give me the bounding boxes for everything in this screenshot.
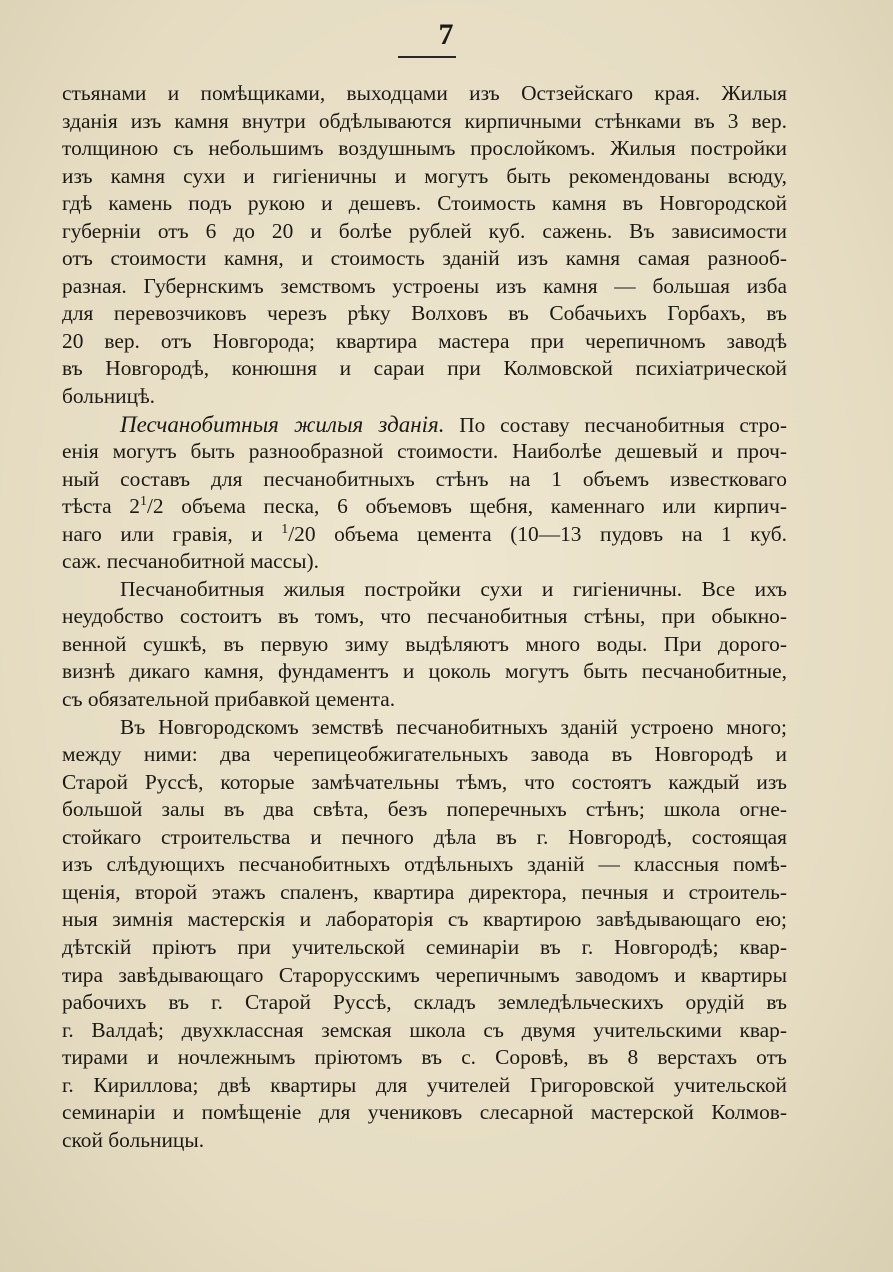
fraction-denominator: /2 bbox=[146, 494, 164, 519]
section-heading-line bbox=[62, 411, 787, 439]
text-fragment: тѣста 2 bbox=[62, 494, 140, 519]
text-line: 20 вер. отъ Новгорода; квартира мастера при черепичномъ заводѣ bbox=[62, 328, 787, 353]
text-line: енія могутъ быть разнообразной стоимости. Наиболѣе дешевый и проч- bbox=[62, 439, 787, 464]
text-line: зданія изъ камня внутри обдѣлываются кирпичными стѣнками въ 3 вер. bbox=[62, 108, 787, 133]
text-fragment: По составу песчанобитныя стро- bbox=[459, 412, 787, 437]
text-line: Старой Руссѣ, которые замѣчательны тѣмъ, что состоятъ каждый изъ bbox=[62, 769, 787, 794]
text-fragment: объема песка, 6 объемовъ щебня, каменнаго или кирпич- bbox=[163, 494, 787, 519]
text-line: тирами и ночлежнымъ пріютомъ въ с. Соровѣ, въ 8 верстахъ отъ bbox=[62, 1045, 787, 1070]
text-fragment: наго или гравія, и bbox=[62, 521, 282, 546]
text-line: семинаріи и помѣщеніе для учениковъ слесарной мастерской Колмов- bbox=[62, 1100, 787, 1125]
page-number: 7 bbox=[438, 18, 455, 51]
fraction-denominator: /20 bbox=[288, 521, 316, 546]
text-line: венной сушкѣ, въ первую зиму выдѣляютъ много воды. При дорого- bbox=[62, 631, 787, 656]
text-line: г. Кириллова; двѣ квартиры для учителей Григоровской учительской bbox=[62, 1072, 787, 1097]
text-line: между ними: два черепицеобжигательныхъ завода въ Новгородѣ и bbox=[62, 742, 787, 767]
text-line: губерніи отъ 6 до 20 и болѣе рублей куб. сажень. Въ зависимости bbox=[62, 218, 787, 243]
text-line: Въ Новгородскомъ земствѣ песчанобитныхъ зданій устроено много; bbox=[120, 714, 787, 739]
text-line: неудобство состоитъ въ томъ, что песчанобитныя стѣны, при обыкно- bbox=[62, 604, 787, 629]
text-line: саж. песчанобитной массы). bbox=[62, 549, 319, 574]
formula-line bbox=[62, 493, 787, 521]
text-line: для перевозчиковъ черезъ рѣку Волховъ въ Собачьихъ Горбахъ, въ bbox=[62, 301, 787, 326]
fraction-numerator: 1 bbox=[139, 494, 147, 510]
text-line: съ обязательной прибавкой цемента. bbox=[62, 687, 396, 712]
page-number-rule bbox=[398, 56, 456, 58]
text-line: дѣтскій пріютъ при учительской семинаріи въ г. Новгородѣ; квар- bbox=[62, 934, 787, 959]
text-line: разная. Губернскимъ земствомъ устроены изъ камня — большая изба bbox=[62, 273, 787, 298]
text-line: тира завѣдывающаго Старорусскимъ черепичнымъ заводомъ и квартиры bbox=[62, 962, 787, 987]
text-line: визнѣ дикаго камня, фундаментъ и цоколь могутъ быть песчанобитные, bbox=[62, 659, 787, 684]
text-line: г. Валдаѣ; двухклассная земская школа съ двумя учительскими квар- bbox=[62, 1017, 787, 1042]
fraction-numerator: 1 bbox=[281, 521, 289, 537]
text-line: Песчанобитныя жилыя постройки сухи и гигіеничны. Все ихъ bbox=[120, 576, 787, 601]
text-line: отъ стоимости камня, и стоимость зданій изъ камня самая разнооб- bbox=[62, 246, 787, 271]
text-fragment: объема цемента (10—13 пудовъ на 1 куб. bbox=[315, 521, 787, 546]
text-line: щенія, второй этажъ спаленъ, квартира директора, печныя и строитель- bbox=[62, 879, 787, 904]
text-line: ный составъ для песчанобитныхъ стѣнъ на 1 объемъ известковаго bbox=[62, 466, 787, 491]
text-line: изъ камня сухи и гигіеничны и могутъ быть рекомендованы всюду, bbox=[62, 163, 787, 188]
text-line: большой залы въ два свѣта, безъ поперечныхъ стѣнъ; школа огне- bbox=[62, 797, 787, 822]
text-line: ской больницы. bbox=[62, 1127, 205, 1152]
text-line: больницѣ. bbox=[62, 384, 156, 409]
formula-line bbox=[62, 521, 787, 549]
text-line: стойкаго строительства и печного дѣла въ г. Новгородѣ, состоящая bbox=[62, 824, 787, 849]
text-line: ныя зимнія мастерскія и лабораторія съ квартирою завѣдывающаго ею; bbox=[62, 907, 787, 932]
text-line: толщиною съ небольшимъ воздушнымъ прослойкомъ. Жилыя постройки bbox=[62, 136, 787, 161]
text-line: стьянами и помѣщиками, выходцами изъ Остзейскаго края. Жилыя bbox=[62, 81, 787, 105]
text-line: изъ слѣдующихъ песчанобитныхъ отдѣльныхъ зданій — классныя помѣ- bbox=[62, 852, 787, 877]
section-heading: Песчанобитныя жилыя зданія. bbox=[120, 411, 445, 437]
page-body bbox=[62, 80, 787, 1154]
text-line: въ Новгородѣ, конюшня и сараи при Колмовской психіатрической bbox=[62, 356, 787, 381]
text-line: рабочихъ въ г. Старой Руссѣ, складъ земледѣльческихъ орудій въ bbox=[62, 990, 787, 1015]
text-line: гдѣ камень подъ рукою и дешевъ. Стоимость камня въ Новгородской bbox=[62, 191, 787, 216]
